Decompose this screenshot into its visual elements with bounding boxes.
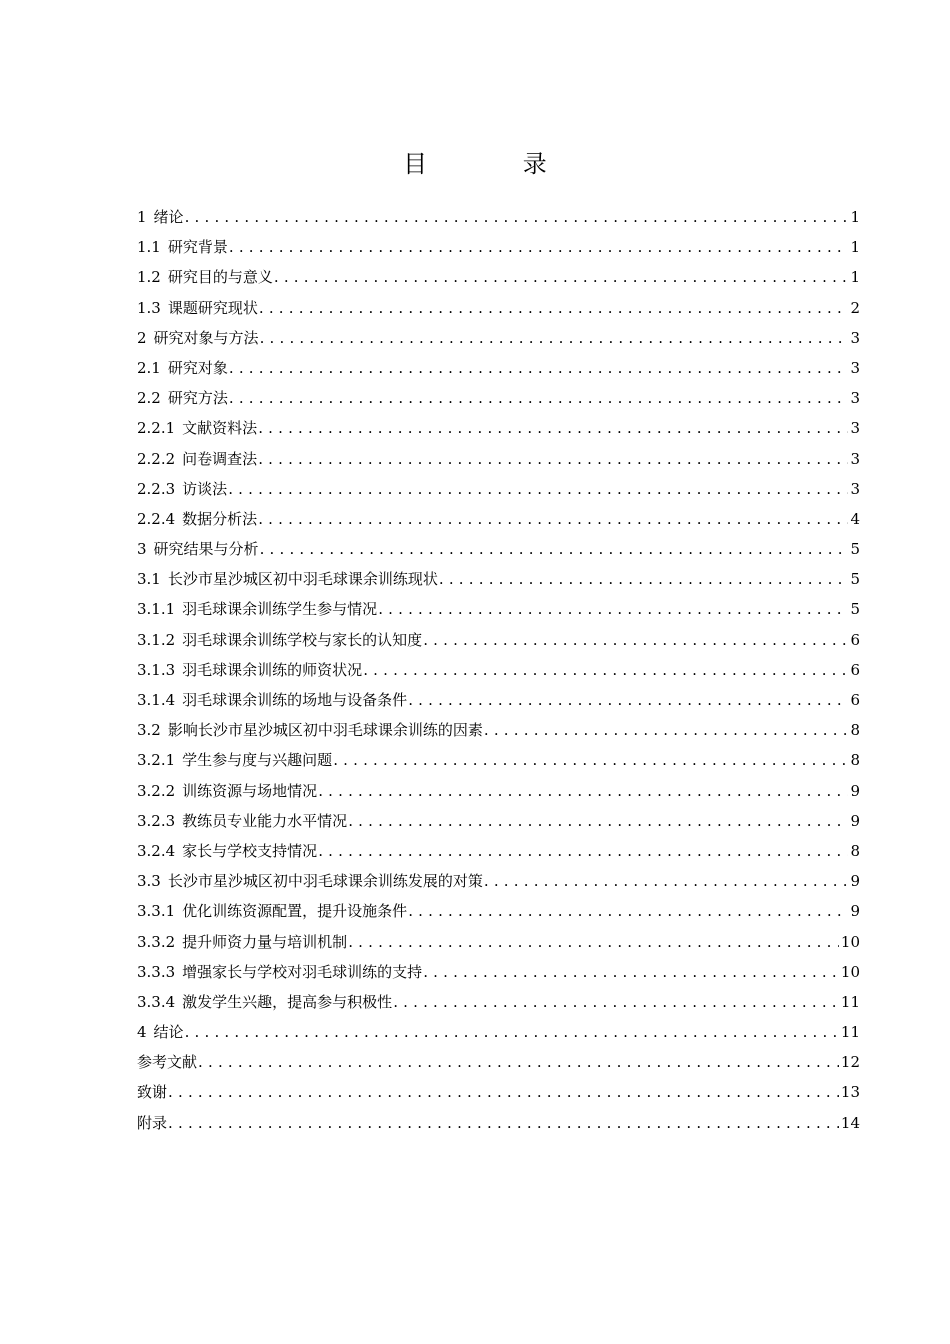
toc-entry-title: 家长与学校支持情况: [182, 841, 318, 860]
toc-entry-number: 1.3: [137, 298, 161, 317]
dot-leader: [363, 655, 848, 685]
toc-entry[interactable]: [137, 232, 860, 262]
toc-entry[interactable]: [137, 927, 860, 957]
toc-entry[interactable]: [137, 534, 860, 564]
toc-entry-page-number: 9: [850, 811, 860, 830]
dot-leader: [229, 383, 849, 413]
toc-entry-page-number: 3: [850, 328, 860, 347]
toc-entry-title: 羽毛球课余训练学生参与情况: [182, 600, 378, 619]
toc-entry-number: 3.1.3: [137, 660, 176, 679]
toc-entry-number: 1.2: [137, 268, 161, 287]
toc-entry-title: 研究背景: [167, 238, 228, 257]
dot-leader: [228, 474, 848, 504]
dot-leader: [423, 625, 848, 655]
toc-entry-page-number: 3: [850, 449, 860, 468]
toc-entry-title: 羽毛球课余训练的师资状况: [182, 660, 363, 679]
toc-entry-number: 3.2.3: [137, 811, 176, 830]
toc-entry-number: 3.1.2: [137, 630, 176, 649]
toc-entry-page-number: 3: [850, 419, 860, 438]
toc-entry-page-number: 10: [840, 932, 860, 951]
toc-entry-page-number: 11: [840, 992, 860, 1011]
toc-entry-number: 4: [137, 1023, 147, 1042]
toc-entry[interactable]: [137, 776, 860, 806]
toc-entry[interactable]: [137, 1047, 860, 1077]
table-of-contents: [137, 202, 860, 1138]
toc-entry-page-number: 3: [850, 358, 860, 377]
toc-entry-title: 学生参与度与兴趣问题: [182, 751, 333, 770]
toc-entry-title: 羽毛球课余训练的场地与设备条件: [182, 691, 408, 709]
toc-entry[interactable]: [137, 836, 860, 866]
toc-entry-page-number: 8: [850, 721, 860, 740]
toc-entry-page-number: 13: [840, 1083, 860, 1102]
toc-entry-title: 结论: [153, 1023, 184, 1042]
dot-leader: [198, 1047, 839, 1077]
toc-entry-page-number: 8: [850, 751, 860, 770]
toc-entry-page-number: 8: [850, 841, 860, 860]
toc-entry-page-number: 10: [840, 962, 860, 981]
toc-entry[interactable]: [137, 896, 860, 926]
dot-leader: [185, 202, 849, 232]
toc-entry-title: 参考文献: [137, 1053, 198, 1072]
toc-entry-page-number: 6: [850, 691, 860, 709]
toc-entry-page-number: 9: [850, 781, 860, 800]
toc-entry-number: 2.2.3: [137, 479, 176, 498]
toc-entry-number: 1: [137, 208, 147, 226]
toc-entry[interactable]: [137, 323, 860, 353]
toc-entry-number: 3.3: [137, 872, 161, 891]
toc-entry-title: 长沙市星沙城区初中羽毛球课余训练发展的对策: [167, 872, 483, 891]
toc-entry-title: 影响长沙市星沙城区初中羽毛球课余训练的因素: [167, 721, 483, 740]
toc-entry-title: 训练资源与场地情况: [182, 781, 318, 800]
toc-entry[interactable]: [137, 1017, 860, 1047]
toc-entry-number: 3.2.2: [137, 781, 176, 800]
toc-entry-page-number: 5: [850, 570, 860, 589]
toc-entry-page-number: 4: [850, 509, 860, 528]
toc-entry-page-number: 9: [850, 902, 860, 921]
dot-leader: [258, 504, 848, 534]
toc-entry[interactable]: [137, 957, 860, 987]
toc-entry-page-number: 1: [850, 268, 860, 287]
dot-leader: [168, 1108, 839, 1138]
toc-entry-title: 研究结果与分析: [153, 540, 259, 559]
dot-leader: [408, 685, 848, 715]
toc-entry-page-number: 3: [850, 479, 860, 498]
toc-entry-title: 问卷调查法: [182, 449, 258, 468]
toc-entry-title: 附录: [137, 1113, 168, 1132]
toc-entry-title: 长沙市星沙城区初中羽毛球课余训练现状: [167, 570, 438, 589]
toc-entry-page-number: 1: [850, 208, 860, 226]
toc-entry[interactable]: [137, 866, 860, 896]
toc-entry-page-number: 1: [850, 238, 860, 257]
toc-entry-number: 3.1.4: [137, 691, 176, 709]
dot-leader: [260, 323, 849, 353]
toc-entry-page-number: 6: [850, 630, 860, 649]
toc-entry[interactable]: [137, 806, 860, 836]
toc-entry-title: 绪论: [153, 208, 184, 226]
toc-entry-page-number: 12: [840, 1053, 860, 1072]
toc-entry[interactable]: [137, 262, 860, 292]
dot-leader: [484, 715, 849, 745]
toc-entry-number: 2.1: [137, 358, 161, 377]
toc-entry-page-number: 5: [850, 540, 860, 559]
dot-leader: [423, 957, 839, 987]
dot-leader: [274, 262, 849, 292]
toc-entry-title: 研究目的与意义: [167, 268, 273, 287]
toc-entry[interactable]: [137, 293, 860, 323]
toc-entry-title: 数据分析法: [182, 509, 258, 528]
toc-entry-number: 3.3.3: [137, 962, 176, 981]
toc-entry[interactable]: [137, 202, 860, 232]
toc-entry[interactable]: [137, 625, 860, 655]
toc-entry-title: 教练员专业能力水平情况: [182, 811, 348, 830]
toc-entry-page-number: 2: [850, 298, 860, 317]
dot-leader: [229, 353, 849, 383]
toc-entry-title: 激发学生兴趣，提高参与积极性: [182, 992, 393, 1011]
dot-leader: [258, 413, 848, 443]
toc-entry-title: 提升师资力量与培训机制: [182, 932, 348, 951]
dot-leader: [484, 866, 849, 896]
dot-leader: [318, 836, 848, 866]
toc-entry[interactable]: [137, 383, 860, 413]
toc-entry-title: 课题研究现状: [167, 298, 258, 317]
toc-entry-title: 优化训练资源配置，提升设施条件: [182, 902, 408, 921]
toc-entry-title: 研究对象与方法: [153, 328, 259, 347]
dot-leader: [185, 1017, 839, 1047]
toc-entry-title: 访谈法: [182, 479, 228, 498]
toc-entry-title: 研究方法: [167, 389, 228, 408]
toc-entry[interactable]: [137, 987, 860, 1017]
toc-entry[interactable]: [137, 1077, 860, 1107]
toc-entry[interactable]: [137, 655, 860, 685]
dot-leader: [229, 232, 849, 262]
toc-entry-number: 3.1: [137, 570, 161, 589]
dot-leader: [348, 927, 839, 957]
toc-entry-number: 2: [137, 328, 147, 347]
toc-entry[interactable]: [137, 504, 860, 534]
toc-entry-number: 2.2: [137, 389, 161, 408]
toc-entry-number: 3.3.4: [137, 992, 176, 1011]
toc-entry-page-number: 3: [850, 389, 860, 408]
dot-leader: [258, 444, 848, 474]
toc-entry-number: 2.2.1: [137, 419, 176, 438]
toc-entry-page-number: 14: [840, 1113, 860, 1132]
toc-entry[interactable]: [137, 353, 860, 383]
toc-entry[interactable]: [137, 444, 860, 474]
toc-entry-page-number: 9: [850, 872, 860, 891]
toc-entry[interactable]: [137, 685, 860, 715]
dot-leader: [168, 1077, 839, 1107]
toc-entry-title: 研究对象: [167, 358, 228, 377]
toc-entry[interactable]: [137, 745, 860, 775]
dot-leader: [318, 776, 848, 806]
toc-entry[interactable]: [137, 564, 860, 594]
dot-leader: [259, 293, 849, 323]
toc-entry-number: 3.2: [137, 721, 161, 740]
toc-entry-number: 3: [137, 540, 147, 559]
toc-entry-page-number: 5: [850, 600, 860, 619]
dot-leader: [333, 745, 848, 775]
toc-entry-title: 增强家长与学校对羽毛球训练的支持: [182, 962, 423, 981]
toc-entry-number: 1.1: [137, 238, 161, 257]
dot-leader: [439, 564, 849, 594]
toc-entry-number: 3.3.2: [137, 932, 176, 951]
toc-entry[interactable]: [137, 474, 860, 504]
toc-entry-number: 3.2.1: [137, 751, 176, 770]
dot-leader: [348, 806, 848, 836]
toc-entry-title: 文献资料法: [182, 419, 258, 438]
toc-entry-number: 3.3.1: [137, 902, 176, 921]
toc-entry[interactable]: [137, 715, 860, 745]
toc-entry[interactable]: [137, 413, 860, 443]
toc-entry-number: 2.2.4: [137, 509, 176, 528]
dot-leader: [378, 594, 848, 624]
dot-leader: [408, 896, 848, 926]
page-title: 目 录: [403, 150, 591, 178]
toc-entry[interactable]: [137, 594, 860, 624]
toc-entry-number: 3.1.1: [137, 600, 176, 619]
dot-leader: [260, 534, 849, 564]
toc-entry-title: 致谢: [137, 1083, 168, 1102]
toc-entry-number: 3.2.4: [137, 841, 176, 860]
dot-leader: [393, 987, 839, 1017]
toc-entry[interactable]: [137, 1108, 860, 1138]
toc-entry-title: 羽毛球课余训练学校与家长的认知度: [182, 630, 423, 649]
toc-entry-number: 2.2.2: [137, 449, 176, 468]
toc-entry-page-number: 6: [850, 660, 860, 679]
toc-entry-page-number: 11: [840, 1023, 860, 1042]
